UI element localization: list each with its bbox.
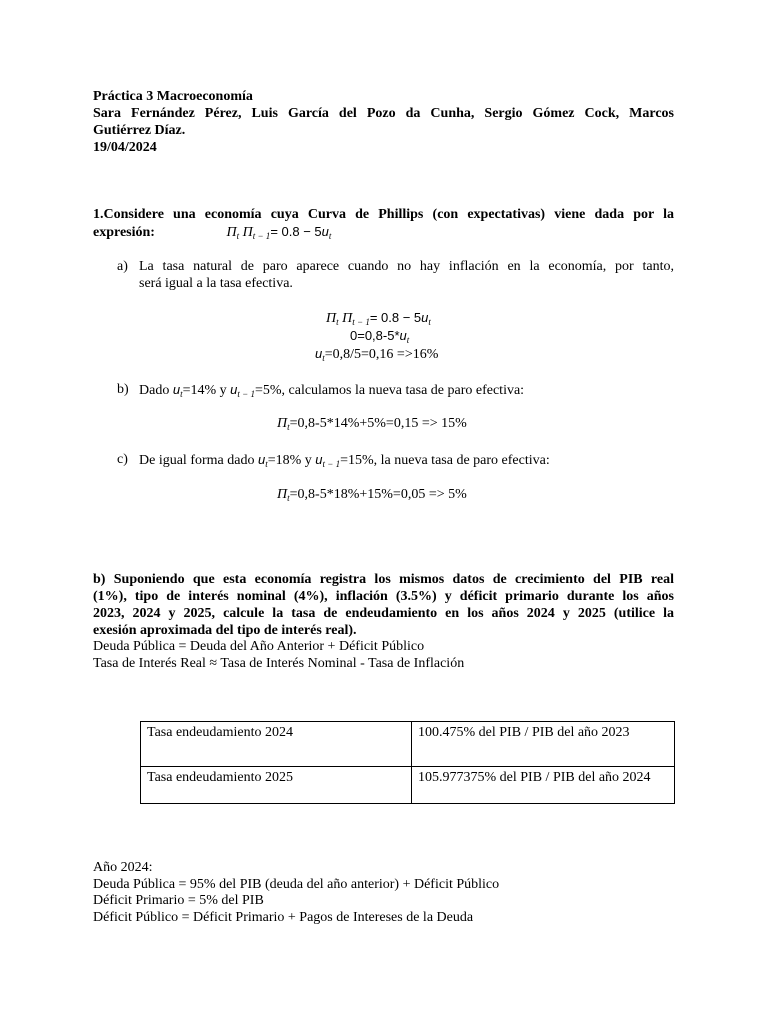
q1-statement-line-1: 1.Considere una economía cuya Curva de Phillips (con expectativas) viene dada por la — [93, 207, 674, 222]
q2-definition-2: Tasa de Interés Real ≈ Tasa de Interés Nominal - Tasa de Inflación — [93, 656, 465, 671]
q2-line-1: b) Suponiendo que esta economía registra los mismos datos de crecimiento del PIB real — [93, 572, 674, 587]
item-b-marker: b) — [117, 382, 129, 397]
year-2024-line-3: Déficit Público = Déficit Primario + Pagos de Intereses de la Deuda — [93, 910, 474, 925]
q1-phillips-formula: $\Pi_t$ $\Pi_{t - 1}= 0.8 - 5u_t$ — [226, 224, 332, 241]
q2-line-3: 2023, 2024 y 2025, calcule la tasa de endeudamiento en los años 2024 y 2025 (utilice la — [93, 606, 674, 621]
item-c-result: $\Pi_t=0,8-5*18\%+15\%=0,05 => 5\%$ — [277, 487, 467, 503]
table-row — [141, 722, 675, 767]
item-a-line-2: será igual a la tasa efectiva. — [139, 276, 293, 291]
year-2024-heading: Año 2024: — [93, 860, 153, 875]
authors-line-2: Gutiérrez Díaz. — [93, 123, 186, 138]
table-cell-label: Tasa endeudamiento 2024 — [141, 722, 412, 767]
debt-rate-table — [140, 721, 675, 804]
table-cell-value: 100.475% del PIB / PIB del año 2023 — [412, 722, 675, 767]
item-a-marker: a) — [117, 259, 128, 274]
item-c-marker: c) — [117, 452, 128, 467]
q2-line-2: (1%), tipo de interés nominal (4%), inflación (3.5%) y déficit primario durante los años — [93, 589, 674, 604]
item-c-text: De igual forma dado $u_t=18\%$ y $u_{t - 1}=15\%$, la nueva tasa de paro efectiva: — [139, 452, 550, 469]
item-b-result: $\Pi_t=0,8-5*14\%+5\%=0,15 => 15\%$ — [277, 416, 467, 432]
q2-line-4: exesión aproximada del tipo de interés real). — [93, 623, 357, 638]
item-a-line-1: La tasa natural de paro aparece cuando no hay inflación en la economía, por tanto, — [139, 259, 674, 274]
table-cell-value: 105.977375% del PIB / PIB del año 2024 — [412, 767, 675, 804]
table-row — [141, 767, 675, 804]
item-a-equation-1: $\Pi_t$ $\Pi_{t - 1}= 0.8 - 5u_t$ — [326, 310, 431, 327]
table-cell-label: Tasa endeudamiento 2025 — [141, 767, 412, 804]
item-a-equation-2: $0=0,8-5*u_t$ — [350, 328, 410, 345]
document-title: Práctica 3 Macroeconomía — [93, 89, 253, 104]
year-2024-line-2: Déficit Primario = 5% del PIB — [93, 893, 264, 908]
q2-definition-1: Deuda Pública = Deuda del Año Anterior + Déficit Público — [93, 639, 425, 654]
year-2024-line-1: Deuda Pública = 95% del PIB (deuda del año anterior) + Déficit Público — [93, 877, 500, 892]
item-b-text: Dado $u_t=14\%$ y $u_{t - 1}=5\%$, calculamos la nueva tasa de paro efectiva: — [139, 382, 525, 399]
document-date: 19/04/2024 — [93, 140, 157, 155]
q1-expression-label: expresión: — [93, 225, 155, 240]
item-a-equation-3: $u_t=0,8/5=0,16 =>16\%$ — [315, 346, 439, 363]
q1-statement-line-2 — [93, 223, 331, 245]
authors-line-1: Sara Fernández Pérez, Luis García del Pozo da Cunha, Sergio Gómez Cock, Marcos — [93, 106, 674, 121]
